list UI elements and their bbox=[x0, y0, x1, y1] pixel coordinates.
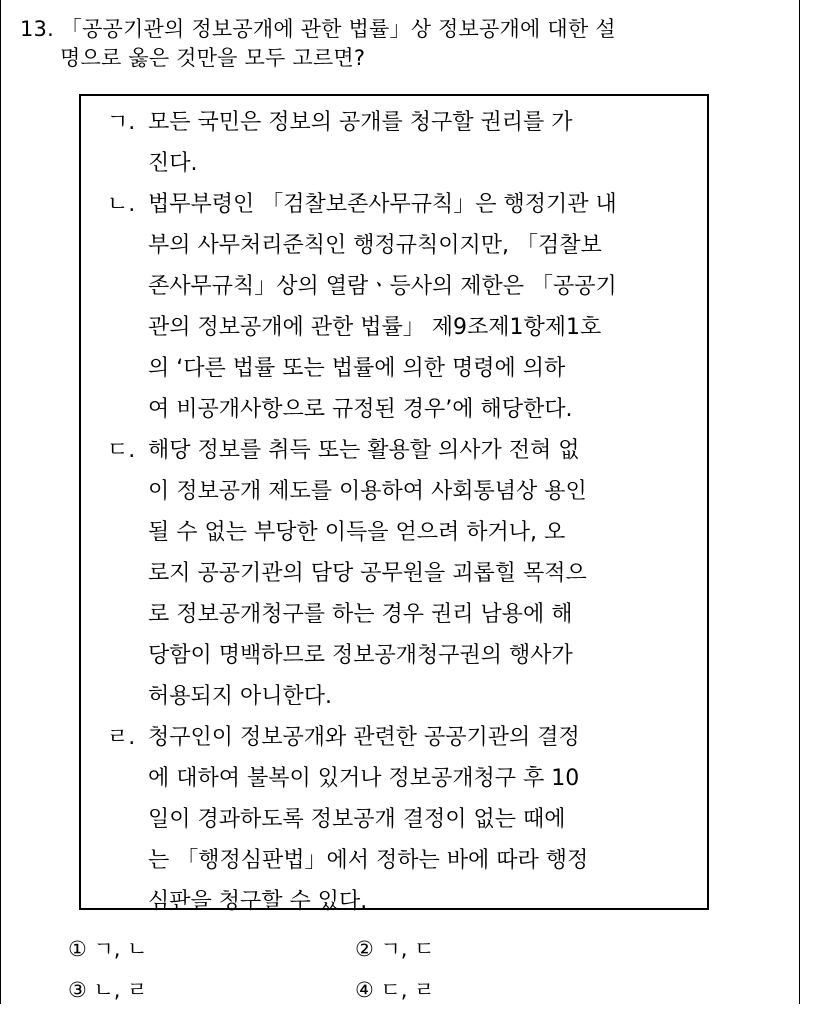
statements-box bbox=[79, 94, 709, 914]
question-stem bbox=[20, 15, 760, 73]
answer-option-3[interactable]: ③ ㄴ, ㄹ bbox=[68, 978, 148, 1002]
statement-line: 해당 정보를 취득 또는 활용할 의사가 전혀 없 bbox=[148, 438, 580, 463]
statement-marker: ㄴ. bbox=[107, 192, 136, 217]
statement-item bbox=[107, 184, 697, 430]
statement-line: 는 「행정심판법」에서 정하는 바에 따라 행정 bbox=[148, 848, 589, 873]
statement-line: 당함이 명백하므로 정보공개청구권의 행사가 bbox=[148, 643, 573, 668]
statement-item bbox=[107, 717, 697, 922]
answer-options bbox=[68, 929, 588, 1011]
statement-line: 일이 경과하도록 정보공개 결정이 없는 때에 bbox=[148, 807, 566, 832]
statement-marker: ㄱ. bbox=[107, 110, 136, 135]
question-line: 13. 「공공기관의 정보공개에 관한 법률」상 정보공개에 대한 설 bbox=[20, 17, 616, 41]
page-right-rule bbox=[799, 0, 800, 1004]
statement-line: 청구인이 정보공개와 관련한 공공기관의 결정 bbox=[148, 725, 580, 750]
statement-item bbox=[107, 430, 697, 717]
statement-line: 부의 사무처리준칙인 행정규칙이지만, 「검찰보 bbox=[148, 233, 602, 258]
statement-item bbox=[107, 102, 697, 184]
statement-line: 의 ‘다른 법률 또는 법률에 의한 명령에 의하 bbox=[148, 356, 566, 381]
statement-line: 로지 공공기관의 담당 공무원을 괴롭힐 목적으 bbox=[148, 561, 587, 586]
answer-option-1[interactable]: ① ㄱ, ㄴ bbox=[68, 937, 148, 961]
answer-option-2[interactable]: ② ㄱ, ㄷ bbox=[355, 937, 435, 961]
question-line: 명으로 옳은 것만을 모두 고르면? bbox=[60, 46, 366, 70]
statement-line: 로 정보공개청구를 하는 경우 권리 남용에 해 bbox=[148, 602, 573, 627]
statement-line: 법무부령인 「검찰보존사무규칙」은 행정기관 내 bbox=[148, 192, 617, 217]
statement-line: 존사무규칙」상의 열람ㆍ등사의 제한은 「공공기 bbox=[148, 274, 617, 299]
statement-line: 여 비공개사항으로 규정된 경우’에 해당한다. bbox=[148, 397, 573, 422]
statement-line: 관의 정보공개에 관한 법률」 제9조제1항제1호 bbox=[148, 315, 602, 340]
statement-marker: ㄷ. bbox=[107, 438, 136, 463]
statement-line: 될 수 없는 부당한 이득을 얻으려 하거나, 오 bbox=[148, 520, 566, 545]
statement-line: 모든 국민은 정보의 공개를 청구할 권리를 가 bbox=[148, 110, 573, 135]
statement-line: 허용되지 아니한다. bbox=[148, 684, 333, 709]
statement-marker: ㄹ. bbox=[107, 725, 136, 750]
statement-line: 이 정보공개 제도를 이용하여 사회통념상 용인 bbox=[148, 479, 587, 504]
answer-option-4[interactable]: ④ ㄷ, ㄹ bbox=[355, 978, 435, 1002]
statement-line: 진다. bbox=[148, 151, 198, 176]
page-left-rule bbox=[0, 0, 1, 1004]
statement-line: 에 대하여 불복이 있거나 정보공개청구 후 10 bbox=[148, 766, 580, 791]
statement-line: 심판을 청구할 수 있다. bbox=[148, 889, 368, 914]
